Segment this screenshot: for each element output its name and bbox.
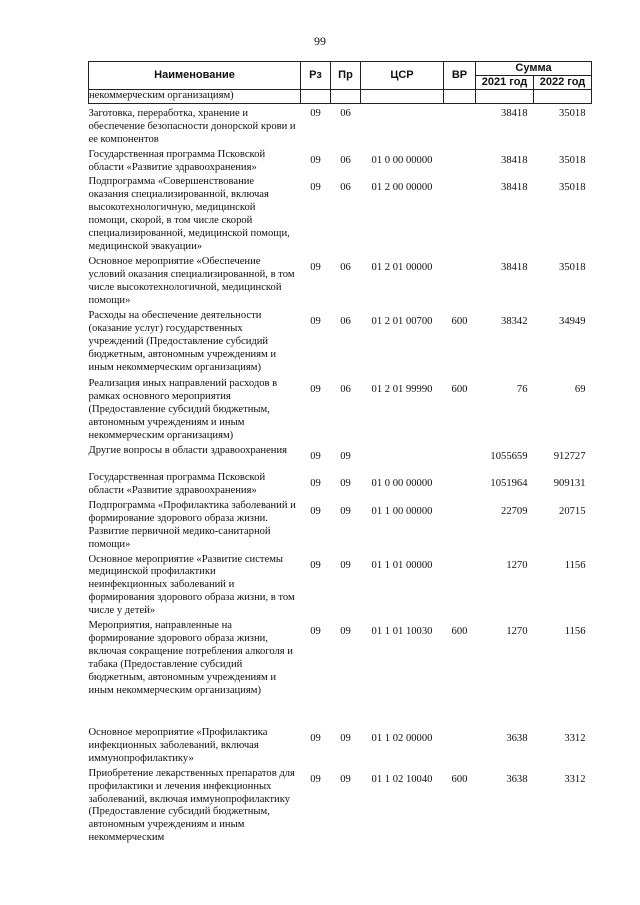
- row-sum-2021: 1055659: [490, 451, 528, 463]
- row-vr: [444, 472, 476, 500]
- row-vr: [444, 256, 476, 310]
- row-rz: 09: [310, 626, 321, 638]
- table-header: [89, 62, 592, 90]
- row-rz: 09: [310, 154, 321, 166]
- table-body: [89, 90, 592, 848]
- row-name: Основное мероприятие «Обеспечение условий оказания специализированной, в том числе высокотехнологичной, медицинской помощи»: [88, 256, 295, 307]
- row-sum-2022: 35018: [559, 182, 586, 194]
- col-header-sum: Сумма: [476, 62, 592, 76]
- row-rz: 09: [310, 773, 321, 785]
- row-pr: 06: [340, 384, 351, 396]
- table-row: [89, 310, 592, 378]
- table-row: [89, 620, 592, 727]
- row-pr: 09: [340, 773, 351, 785]
- row-sum-2022: 909131: [553, 478, 586, 490]
- row-pr: 09: [340, 559, 351, 571]
- row-rz: 09: [310, 182, 321, 194]
- row-csr: [361, 103, 444, 148]
- row-rz: 09: [310, 384, 321, 396]
- empty-cell: [331, 90, 361, 104]
- row-sum-2022: 1156: [564, 559, 586, 571]
- row-rz: 09: [310, 316, 321, 328]
- row-name: Подпрограмма «Совершенствование оказания специализированной, включая высокотехнологичную, медицинской помощи, скорой, в том числе скорой специализированной, медицинской помощи, медицинской эвакуации»: [88, 176, 290, 252]
- row-name: Государственная программа Псковской области «Развитие здравоохранения»: [88, 148, 266, 173]
- col-header-rz: Рз: [301, 62, 331, 90]
- row-csr: 01 2 01 00700: [371, 316, 433, 328]
- empty-cell: [301, 90, 331, 104]
- row-vr: [444, 149, 476, 177]
- row-sum-2022: 3312: [564, 733, 586, 745]
- row-pr: 06: [340, 316, 351, 328]
- row-name: Мероприятия, направленные на формирование здорового образа жизни, включая сокращение потребления алкоголя и табака (Предоставление субсидий бюджетным, автономным учреждениям и иным некоммерческим организациям): [88, 620, 293, 696]
- row-pr: 06: [340, 182, 351, 194]
- row-sum-2022: 35018: [559, 262, 586, 274]
- row-pr: 09: [340, 626, 351, 638]
- col-header-csr: ЦСР: [361, 62, 444, 90]
- row-rz: 09: [310, 733, 321, 745]
- row-sum-2021: 38418: [501, 154, 528, 166]
- row-name: Реализация иных направлений расходов в рамках основного мероприятия (Предоставление субсидий бюджетным, автономным учреждениям и иным некоммерческим организациям): [88, 378, 278, 441]
- row-csr: 01 1 02 10040: [371, 773, 433, 785]
- row-pr: 06: [340, 107, 351, 119]
- table-row: [89, 256, 592, 310]
- row-csr: 01 2 00 00000: [371, 182, 433, 194]
- empty-cell: [444, 90, 476, 104]
- row-vr: [444, 103, 476, 148]
- row-pr: 09: [340, 478, 351, 490]
- table-row: [89, 103, 592, 148]
- row-vr: [444, 445, 476, 472]
- table-row: [89, 554, 592, 621]
- row-vr: 600: [451, 773, 468, 785]
- row-pr: 09: [340, 733, 351, 745]
- row-rz: 09: [310, 478, 321, 490]
- row-name: Заготовка, переработка, хранение и обеспечение безопасности донорской крови и ее компонентов: [88, 107, 296, 145]
- row-sum-2022: 20715: [559, 505, 586, 517]
- row-vr: 600: [451, 626, 468, 638]
- row-csr: 01 1 01 00000: [371, 559, 433, 571]
- row-sum-2021: 1270: [506, 559, 528, 571]
- row-pr: 06: [340, 154, 351, 166]
- row-csr: 01 2 01 00000: [371, 262, 433, 274]
- row-csr: 01 1 00 00000: [371, 505, 433, 517]
- row-vr: [444, 500, 476, 554]
- table-row: [89, 500, 592, 554]
- table-row: [89, 727, 592, 768]
- col-header-year-2022: 2022 год: [534, 76, 592, 90]
- row-vr: 600: [451, 384, 468, 396]
- empty-cell: [476, 90, 534, 104]
- col-header-year-2021: 2021 год: [476, 76, 534, 90]
- table-row: [89, 149, 592, 177]
- row-name: Основное мероприятие «Профилактика инфекционных заболеваний, включая иммунопрофилактику»: [88, 727, 268, 764]
- row-sum-2021: 38418: [501, 182, 528, 194]
- empty-cell: [361, 90, 444, 104]
- row-name: Основное мероприятие «Развитие системы медицинской профилактики неинфекционных заболеваний и формирования здорового образа жизни, в том числе у детей»: [88, 553, 295, 617]
- row-sum-2022: 69: [574, 384, 586, 396]
- row-name: Приобретение лекарственных препаратов для профилактики и лечения инфекционных заболеваний, включая иммунопрофилактику (Предоставление субсидий бюджетным, автономным учреждениям и иным некоммерческим: [88, 767, 295, 844]
- row-csr: 01 1 02 00000: [371, 733, 433, 745]
- table-row: [89, 768, 592, 848]
- row-sum-2022: 3312: [564, 773, 586, 785]
- row-sum-2022: 35018: [559, 154, 586, 166]
- empty-cell: [534, 90, 592, 104]
- row-name: некоммерческим организациям): [89, 90, 301, 104]
- row-rz: 09: [310, 107, 321, 119]
- budget-table: [88, 61, 592, 848]
- continuation-row: [89, 90, 592, 104]
- table-row: [89, 445, 592, 472]
- table-row: [89, 176, 592, 256]
- col-header-pr: Пр: [331, 62, 361, 90]
- row-pr: 09: [340, 505, 351, 517]
- row-vr: [444, 176, 476, 256]
- row-name: Государственная программа Псковской области «Развитие здравоохранения»: [88, 472, 266, 496]
- row-pr: 06: [340, 262, 351, 274]
- row-name: Другие вопросы в области здравоохранения: [88, 445, 287, 457]
- row-sum-2021: 22709: [501, 505, 528, 517]
- row-rz: 09: [310, 451, 321, 463]
- row-sum-2021: 38342: [501, 316, 528, 328]
- row-csr: 01 2 01 99990: [371, 384, 433, 396]
- row-vr: [444, 727, 476, 768]
- row-name: Подпрограмма «Профилактика заболеваний и формирование здорового образа жизни. Развитие первичной медико-санитарной помощи»: [88, 499, 296, 550]
- row-vr: [444, 554, 476, 621]
- row-csr: 01 1 01 10030: [371, 626, 433, 638]
- row-sum-2022: 34949: [559, 316, 586, 328]
- col-header-vr: ВР: [444, 62, 476, 90]
- row-sum-2021: 3638: [506, 773, 528, 785]
- row-sum-2021: 76: [516, 384, 528, 396]
- table-row: [89, 472, 592, 500]
- row-sum-2022: 1156: [564, 626, 586, 638]
- row-sum-2021: 1270: [506, 626, 528, 638]
- row-pr: 09: [340, 451, 351, 463]
- page-number: 99: [314, 34, 326, 48]
- row-rz: 09: [310, 262, 321, 274]
- row-sum-2021: 38418: [501, 262, 528, 274]
- row-csr: [361, 445, 444, 472]
- row-csr: 01 0 00 00000: [371, 154, 433, 166]
- row-sum-2021: 1051964: [490, 478, 528, 490]
- col-header-name: Наименование: [89, 62, 301, 90]
- row-sum-2021: 38418: [501, 107, 528, 119]
- row-sum-2021: 3638: [506, 733, 528, 745]
- row-name: Расходы на обеспечение деятельности (оказание услуг) государственных учреждений (Предоставление субсидий бюджетным, автономным учреждениям и иным некоммерческим организациям): [88, 310, 277, 373]
- row-sum-2022: 912727: [553, 451, 586, 463]
- row-rz: 09: [310, 505, 321, 517]
- row-vr: 600: [451, 316, 468, 328]
- row-csr: 01 0 00 00000: [371, 478, 433, 490]
- table-row: [89, 378, 592, 445]
- row-rz: 09: [310, 559, 321, 571]
- row-sum-2022: 35018: [559, 107, 586, 119]
